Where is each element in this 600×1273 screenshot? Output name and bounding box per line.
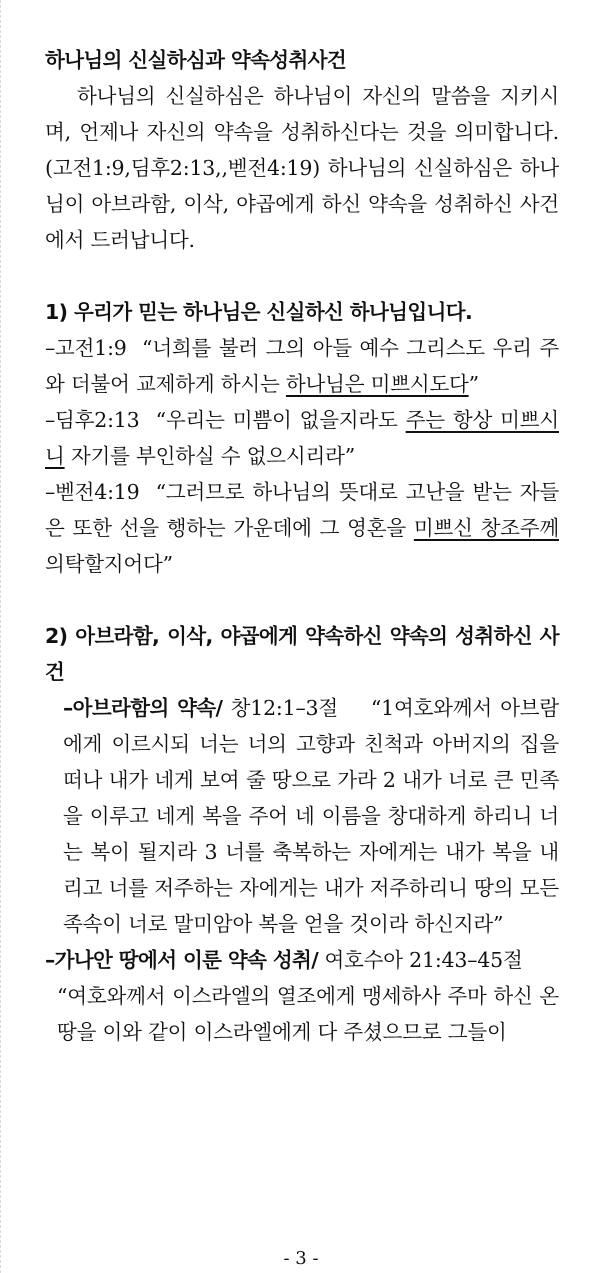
abraham-promise-paragraph xyxy=(45,690,559,942)
verse-reference: –벧전4:19 xyxy=(45,480,140,504)
verse-underlined-text: 하나님은 미쁘시도다 xyxy=(285,372,469,396)
verse-text: “그러므로 하나님의 뜻대로 고난을 받는 자들은 또한 선을 행하는 가운데에 그 영혼을 xyxy=(45,480,559,540)
section-title-promise-fulfillment: 2) 아브라함, 이삭, 야곱에게 약속하신 약속의 성취하신 사건 xyxy=(45,624,559,684)
page-content xyxy=(45,42,559,1050)
verse-text: “너희를 불러 그의 아들 예수 그리스도 우리 주와 더불어 교제하게 하시는 xyxy=(45,336,559,396)
section-title-faithful-god: 1) 우리가 믿는 하나님은 신실하신 하나님입니다. xyxy=(45,300,473,324)
verse-text-end: 자기를 부인하실 수 없으시리라” xyxy=(64,444,355,468)
section-title-faithfulness: 하나님의 신실하심과 약속성취사건 xyxy=(45,48,347,72)
verse-reference: –딤후2:13 xyxy=(45,408,140,432)
canaan-label: –가나안 땅에서 이룬 약속 성취/ xyxy=(45,948,319,972)
promise-label: –아브라함의 약속/ xyxy=(63,696,223,720)
spacer xyxy=(45,258,559,294)
spacer xyxy=(45,582,559,618)
canaan-quote: “여호와께서 이스라엘의 열조에게 맹세하사 주마 하신 온 땅을 이와 같이 이스라엘에게 다 주셨으므로 그들이 xyxy=(57,984,559,1044)
canaan-fulfillment-paragraph xyxy=(45,942,559,978)
promise-text: “1여호와께서 아브람에게 이르시되 너는 너의 고향과 친척과 아버지의 집을 떠나 내가 네게 보여 줄 땅으로 가라 2 내가 너로 큰 민족을 이루고 네게 복을 주어 네 이름을 창대하게 하리니 너는 복이 될지라 3 너를 축복하는 자에게는 내가 복을 내리고 너를 저주하는 자에게는 내가 저주하리니 땅의 모든 족속이 너로 말미암아 복을 얻을 것이라 하신지라” xyxy=(63,696,560,936)
verse-underlined-text: 미쁘신 창조주께 xyxy=(413,516,559,540)
verse-text: “우리는 미쁨이 없을지라도 xyxy=(155,408,406,432)
verse-1co-1-9 xyxy=(45,330,559,402)
intro-paragraph: 하나님의 신실하심은 하나님이 자신의 말씀을 지키시며, 언제나 자신의 약속을 성취하신다는 것을 의미합니다.(고전1:9,딤후2:13,,벧전4:19) 하나님의 신실하심은 하나님이 아브라함, 이삭, 야곱에게 하신 약속을 성취하신 사건에서 드러납니다. xyxy=(45,84,559,252)
page-number: - 3 - xyxy=(283,1248,319,1269)
verse-text-end: 의탁할지어다” xyxy=(45,552,173,576)
verse-1pe-4-19 xyxy=(45,474,559,582)
verse-text-end: ” xyxy=(468,372,479,396)
canaan-reference: 여호수아 21:43–45절 xyxy=(318,948,523,972)
verse-2ti-2-13 xyxy=(45,402,559,474)
verse-underlined-text: 주는 항상 미쁘시니 xyxy=(45,408,559,468)
promise-reference: 창12:1–3절 xyxy=(222,696,338,720)
verse-reference: –고전1:9 xyxy=(45,336,127,360)
